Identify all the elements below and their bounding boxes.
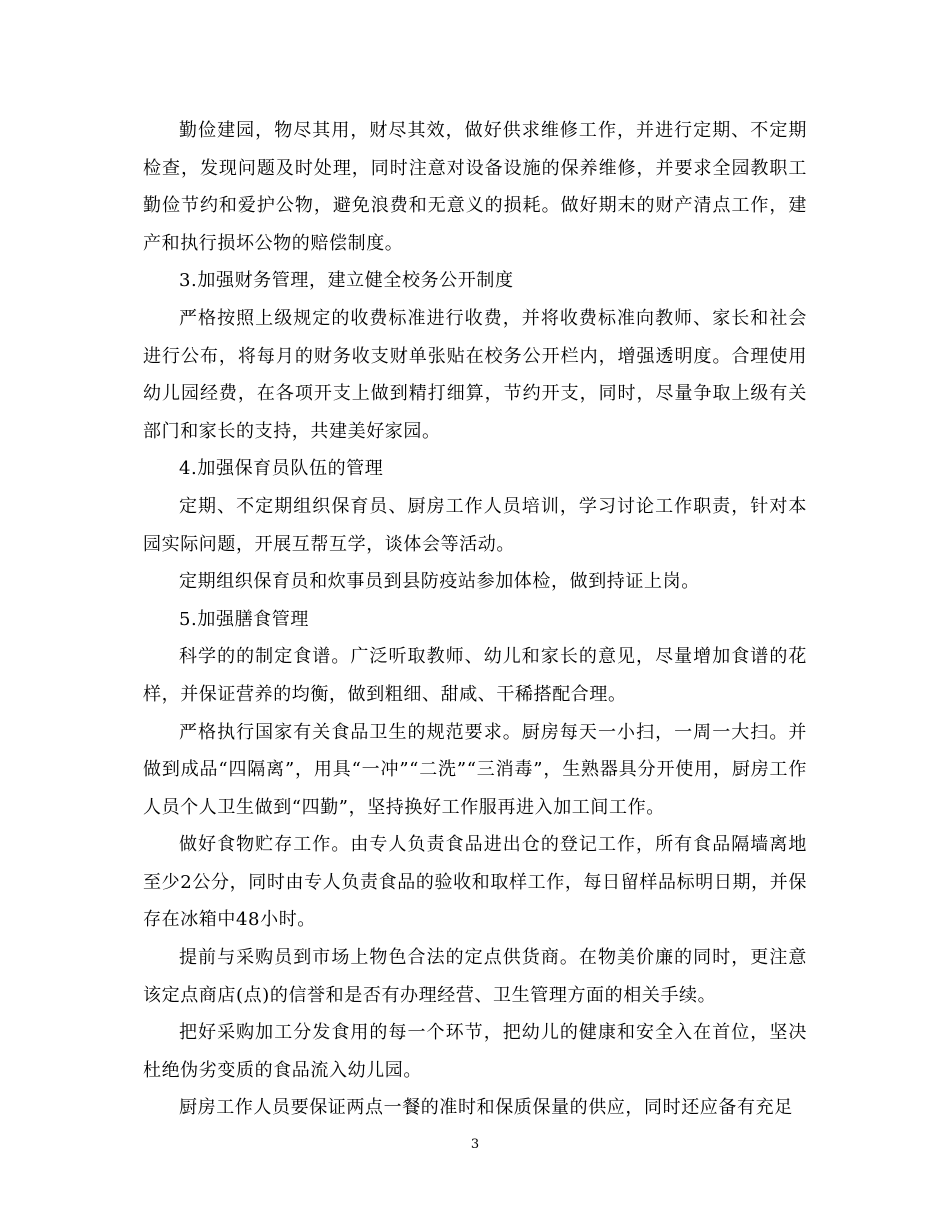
page-number: 3 xyxy=(470,1137,480,1152)
paragraph: 严格按照上级规定的收费标准进行收费，并将收费标准向教师、家长和社会进行公布，将每月的财务收支财单张贴在校务公开栏内，增强透明度。合理使用幼儿园经费，在各项开支上做到精打细算，节约开支，同时，尽量争取上级有关部门和家长的支持，共建美好家园。 xyxy=(143,307,807,442)
paragraph: 定期组织保育员和炊事员到县防疫站参加体检，做到持证上岗。 xyxy=(179,571,700,593)
section-heading: 4.加强保育员队伍的管理 xyxy=(179,458,384,480)
paragraph: 勤俭建园，物尽其用，财尽其效，做好供求维修工作，并进行定期、不定期检查，发现问题及时处理，同时注意对设备设施的保养维修，并要求全园教职工勤俭节约和爱护公物，避免浪费和无意义的损耗。做好期末的财产清点工作，建产和执行损坏公物的赔偿制度。 xyxy=(143,120,807,254)
paragraph: 定期、不定期组织保育员、厨房工作人员培训，学习讨论工作职责，针对本园实际问题，开展互帮互学，谈体会等活动。 xyxy=(143,495,807,555)
paragraph: 做好食物贮存工作。由专人负责食品进出仓的登记工作，所有食品隔墙离地至少2公分，同时由专人负责食品的验收和取样工作，每日留样品标明日期，并保存在冰箱中48小时。 xyxy=(143,834,807,931)
paragraph: 提前与采购员到市场上物色合法的定点供货商。在物美价廉的同时，更注意该定点商店(点)的信誉和是否有办理经营、卫生管理方面的相关手续。 xyxy=(143,947,807,1006)
paragraph: 把好采购加工分发食用的每一个环节，把幼儿的健康和安全入在首位，坚决杜绝伪劣变质的食品流入幼儿园。 xyxy=(143,1022,807,1081)
document-body xyxy=(143,112,807,1127)
paragraph: 严格执行国家有关食品卫生的规范要求。厨房每天一小扫，一周一大扫。并做到成品“四隔离”，用具“一冲”“二洗”“三消毒”，生熟器具分开使用，厨房工作人员个人卫生做到“四勤”，坚持换好工作服再进入加工间工作。 xyxy=(143,721,807,818)
section-heading: 5.加强膳食管理 xyxy=(179,608,309,630)
paragraph: 科学的的制定食谱。广泛听取教师、幼儿和家长的意见，尽量增加食谱的花样，并保证营养的均衡，做到粗细、甜咸、干稀搭配合理。 xyxy=(143,646,807,705)
section-heading: 3.加强财务管理，建立健全校务公开制度 xyxy=(179,270,514,292)
paragraph: 厨房工作人员要保证两点一餐的准时和保质保量的供应，同时还应备有充足 xyxy=(179,1097,793,1119)
